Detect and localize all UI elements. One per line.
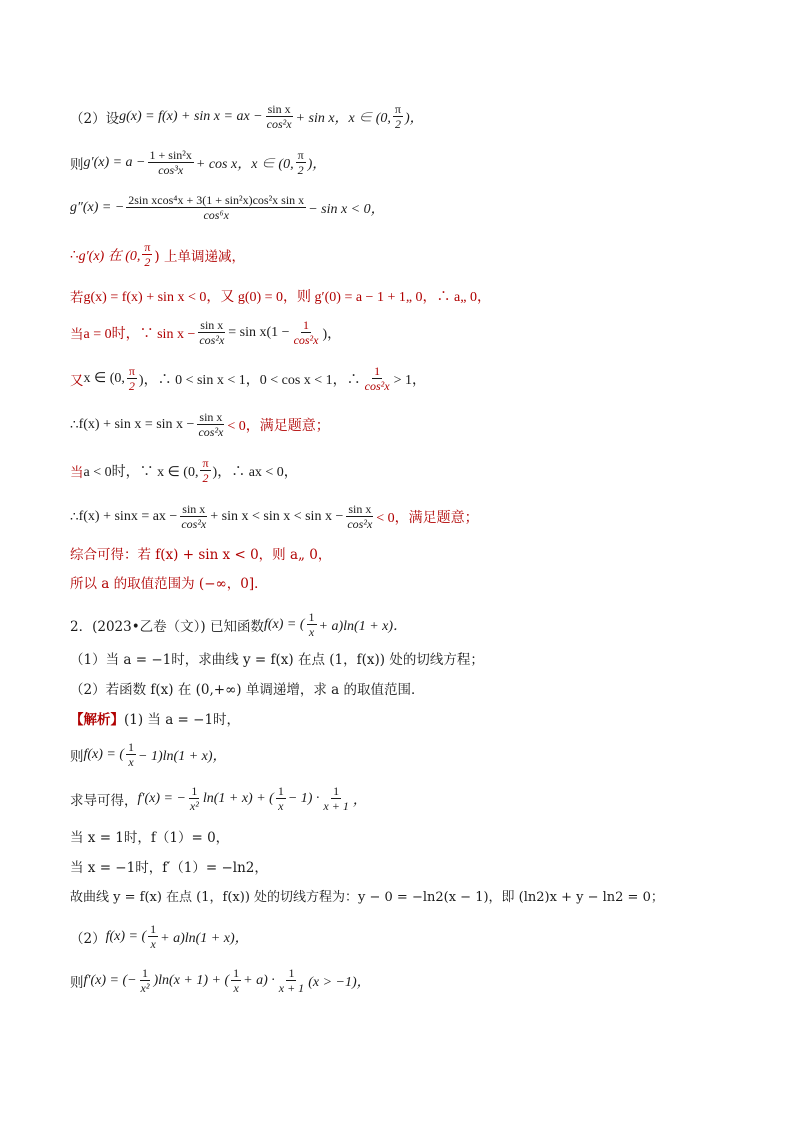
- analysis-heading: [70, 708, 240, 728]
- solution-line-7: [70, 364, 426, 393]
- problem-2-statement: [70, 610, 407, 639]
- text: 又: [70, 372, 84, 389]
- math-expr: )，∴ 0 < sin x < 1，0 < cos x < 1，∴: [138, 372, 361, 388]
- solution-line-17: [70, 740, 227, 769]
- fraction: $\frac{1}{\text{x²}}$: [189, 784, 199, 813]
- fraction: $\frac{\pi}{2}$: [202, 456, 209, 485]
- math-expr: )，: [322, 326, 342, 342]
- math-expr: a = 0时，∵ sin x −: [83, 326, 196, 342]
- math-expr: + sin x，x ∈ (0,: [295, 110, 391, 126]
- solution-line-6: [70, 318, 341, 347]
- fraction: $\frac{1}{x}$: [308, 610, 315, 639]
- math-expr: + a)ln(1 + x)．: [318, 618, 408, 634]
- fraction: $\frac{\text{sin x}}{\text{cos²x}}$: [199, 318, 225, 347]
- math-expr: = sin x(1 −: [228, 324, 290, 340]
- solution-line-8: [70, 410, 330, 439]
- fraction: $\frac{1}{\text{cos²x}}$: [293, 318, 319, 347]
- math-expr: g(x) = f(x) + sin x < 0，又 g(0) = 0，则 g′(0) = a − 1 + 1„ 0，∴ a„ 0，: [83, 290, 491, 305]
- fraction: $\frac{\text{2sin xcos⁴x + 3(1 + sin²x)cos²x sin x}}{\text{cos⁶x}}$: [128, 193, 305, 222]
- math-expr: (x > −1)，: [308, 974, 371, 990]
- solution-line-9: [70, 456, 298, 485]
- fraction: $\frac{\pi}{2}$: [297, 148, 304, 177]
- text: 当 x = −1时，f′（1）= −ln2，: [70, 860, 268, 876]
- text: ∴: [70, 416, 79, 433]
- math-expr: ln(1 + x) + (: [202, 790, 274, 806]
- text: （2）: [70, 930, 106, 947]
- solution-line-1: [70, 102, 424, 131]
- text: 则: [70, 974, 84, 991]
- text: ) 上单调递减，: [154, 248, 245, 265]
- fraction: $\frac{\text{sin x}}{\text{cos²x}}$: [266, 102, 292, 131]
- fraction: $\frac{\pi}{2}$: [144, 240, 151, 269]
- math-expr: f(x) + sinx = ax −: [78, 508, 178, 524]
- fraction: $\frac{1}{x}$: [277, 784, 284, 813]
- text: 2．(2023•乙卷（文）) 已知函数: [70, 618, 264, 635]
- math-expr: + a)ln(1 + x)，: [160, 930, 249, 946]
- text: (1) 当 a = −1时，: [124, 712, 241, 728]
- text: 当 x = 1时，f（1）= 0，: [70, 830, 230, 846]
- text: （1）当 a = −1时，求曲线 y = f(x) 在点 (1，f(x)) 处的切线方程；: [70, 652, 484, 668]
- math-expr: g(x) = f(x) + sin x = ax −: [119, 108, 263, 124]
- text: 当: [70, 326, 84, 343]
- fraction: $\frac{1}{x}$: [150, 922, 157, 951]
- text: 求导可得，: [70, 792, 138, 809]
- text: 则: [70, 748, 84, 765]
- math-expr: x ∈ (0,: [83, 371, 125, 386]
- math-expr: − 1)ln(1 + x)，: [138, 748, 227, 764]
- fraction: $\frac{\text{sin x}}{\text{cos²x}}$: [198, 410, 224, 439]
- math-expr: f′(x) = −: [137, 790, 186, 806]
- math-expr: ，: [352, 792, 367, 808]
- solution-line-12: [70, 572, 268, 592]
- solution-line-21: [70, 886, 664, 905]
- fraction: $\frac{\text{sin x}}{\text{cos²x}}$: [181, 502, 207, 531]
- solution-line-5: [70, 286, 491, 306]
- math-expr: g″(x) = −: [70, 199, 125, 215]
- fraction: $\frac{1}{\text{x²}}$: [140, 966, 150, 995]
- math-expr: < 0，满足题意；: [376, 510, 479, 526]
- math-expr: f(x) = (: [263, 616, 305, 632]
- fraction: $\frac{\pi}{2}$: [128, 364, 135, 393]
- text: （2）若函数 f(x) 在 (0,+∞) 单调递增，求 a 的取值范围．: [70, 682, 425, 698]
- math-expr: )，∴ ax < 0，: [212, 464, 298, 480]
- solution-line-2: [70, 148, 326, 177]
- math-expr: + sin x < sin x < sin x −: [210, 508, 344, 524]
- math-expr: )ln(x + 1) + (: [153, 972, 230, 988]
- solution-line-11: [70, 543, 331, 563]
- solution-line-22: [70, 922, 249, 951]
- text: ∴: [70, 246, 79, 263]
- math-expr: f(x) = (: [105, 928, 147, 944]
- math-expr: g′(x) 在 (0,: [78, 248, 141, 264]
- math-expr: > 1，: [393, 372, 426, 388]
- fraction: $\frac{1}{x}$: [128, 740, 135, 769]
- fraction: $\frac{1}{\text{cos²x}}$: [364, 364, 390, 393]
- math-expr: )，: [404, 110, 424, 126]
- fraction: $\frac{1}{x + 1}$: [323, 784, 349, 813]
- text: 当: [70, 464, 84, 481]
- analysis-tag: 【解析】: [70, 712, 124, 728]
- math-expr: )，: [307, 156, 327, 172]
- math-expr: f(x) + sin x = sin x −: [78, 416, 195, 432]
- text: （2）设: [70, 110, 120, 127]
- math-expr: < 0，满足题意；: [227, 418, 330, 434]
- fraction: $\frac{1}{x}$: [233, 966, 240, 995]
- text: 所以 a 的取值范围为 (−∞，0]．: [70, 576, 268, 592]
- math-expr: − 1) ·: [287, 790, 320, 806]
- math-expr: a < 0时，∵ x ∈ (0,: [83, 464, 199, 480]
- text: 综合可得：若 f(x) + sin x < 0，则 a„ 0，: [70, 547, 332, 563]
- fraction: $\frac{\text{1 + sin²x}}{\text{cos³x}}$: [149, 148, 192, 177]
- text: ∴: [70, 508, 79, 525]
- math-expr: + cos x，x ∈ (0,: [195, 156, 294, 172]
- solution-line-18: [70, 784, 367, 813]
- math-expr: − sin x < 0，: [308, 201, 385, 217]
- text: 故曲线 y = f(x) 在点 (1，f(x)) 处的切线方程为：y − 0 = −ln2(x − 1)，即 (ln2)x + y − ln2 = 0；: [70, 890, 664, 905]
- solution-line-20: [70, 856, 268, 876]
- problem-2-part-1: [70, 648, 484, 668]
- solution-line-10: [70, 502, 479, 531]
- text: 若: [70, 290, 84, 306]
- solution-line-3: [70, 193, 385, 222]
- fraction: $\frac{1}{x + 1}$: [278, 966, 305, 995]
- math-expr: g′(x) = a −: [83, 154, 146, 170]
- problem-2-part-2: [70, 678, 425, 698]
- math-expr: + a) ·: [243, 972, 275, 988]
- solution-line-19: [70, 826, 229, 846]
- math-expr: f′(x) = (−: [83, 972, 137, 988]
- fraction: $\frac{\pi}{2}$: [394, 102, 401, 131]
- solution-line-4: [70, 240, 245, 269]
- text: 则: [70, 156, 84, 173]
- fraction: $\frac{\text{sin x}}{\text{cos²x}}$: [347, 502, 373, 531]
- math-expr: f(x) = (: [83, 746, 125, 762]
- solution-line-23: [70, 966, 371, 995]
